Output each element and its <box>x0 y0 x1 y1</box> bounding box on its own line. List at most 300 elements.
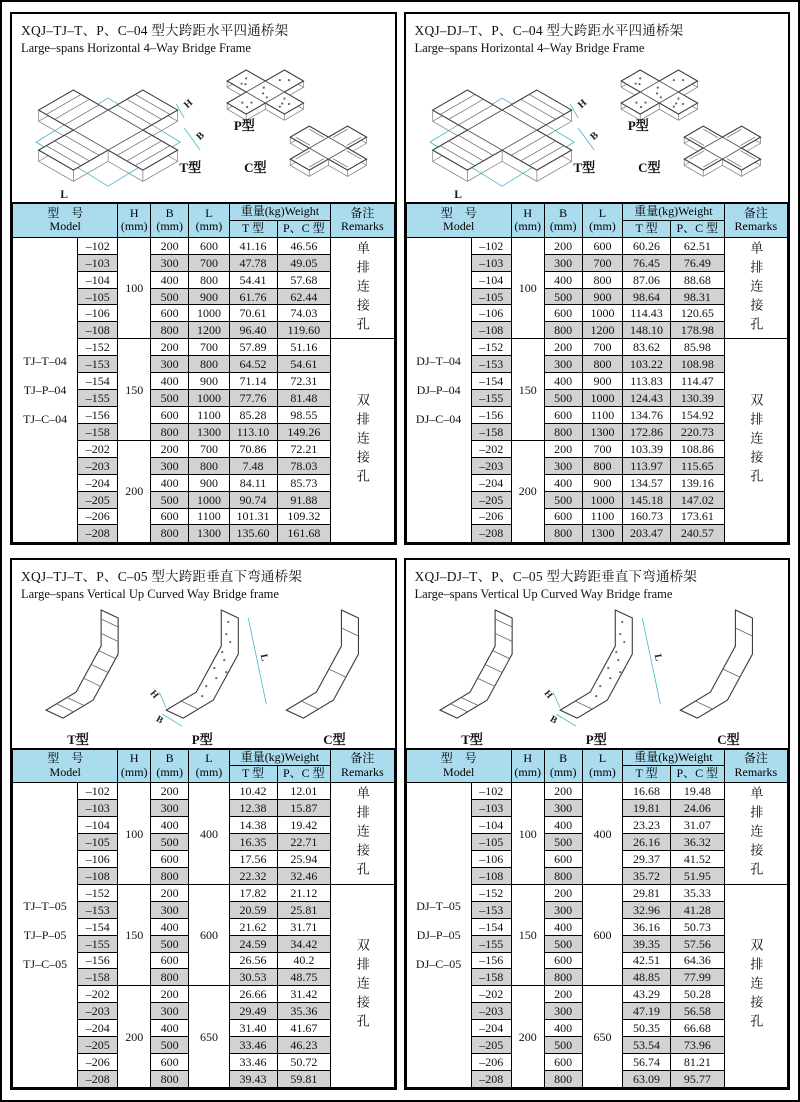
model-suffix-cell: –208 <box>78 1070 118 1087</box>
model-suffix-cell: –154 <box>78 373 118 390</box>
b-value-cell: 200 <box>151 986 189 1003</box>
table-row <box>13 783 395 800</box>
l-value-cell: 600 <box>189 884 229 986</box>
weight-t-cell: 70.61 <box>229 305 277 322</box>
weight-pc-cell: 114.47 <box>671 373 725 390</box>
perforation-dot <box>223 658 225 660</box>
weight-pc-cell: 56.58 <box>671 1003 725 1020</box>
weight-pc-cell: 54.61 <box>277 356 331 373</box>
tray-type-label: P型 <box>627 118 649 134</box>
model-suffix-cell: –154 <box>471 373 511 390</box>
perforation-dot <box>250 102 252 104</box>
model-name-cell <box>406 783 471 1088</box>
b-value-cell: 500 <box>151 834 189 851</box>
table-body <box>406 237 788 542</box>
weight-t-cell: 19.81 <box>623 800 671 817</box>
b-value-cell: 600 <box>544 1054 582 1071</box>
l-value-cell: 1100 <box>189 407 229 424</box>
model-suffix-cell: –108 <box>78 322 118 339</box>
model-suffix-cell: –204 <box>78 474 118 491</box>
weight-t-cell: 26.16 <box>623 834 671 851</box>
b-value-cell: 300 <box>151 457 189 474</box>
bend-tray-outline <box>46 610 118 718</box>
weight-t-cell: 70.86 <box>229 440 277 457</box>
table-head <box>406 203 788 237</box>
tray-type-label: C型 <box>716 731 740 747</box>
model-name: DJ–C–05 <box>415 957 462 972</box>
model-suffix-cell: –104 <box>471 271 511 288</box>
perforation-dot <box>675 102 677 104</box>
weight-pc-cell: 73.96 <box>671 1037 725 1054</box>
weight-pc-cell: 25.94 <box>277 850 331 867</box>
weight-t-cell: 135.60 <box>229 525 277 542</box>
b-value-cell: 300 <box>151 254 189 271</box>
weight-t-cell: 84.11 <box>229 474 277 491</box>
weight-t-cell: 145.18 <box>623 491 671 508</box>
drawing-svg <box>12 56 395 202</box>
weight-pc-cell: 77.99 <box>671 969 725 986</box>
weight-t-cell: 43.29 <box>623 986 671 1003</box>
weight-t-cell: 31.40 <box>229 1020 277 1037</box>
dimension-label: L <box>257 652 270 662</box>
technical-drawing <box>12 602 395 748</box>
l-value-cell: 1000 <box>189 390 229 407</box>
weight-pc-cell: 72.31 <box>277 373 331 390</box>
b-value-cell: 200 <box>544 339 582 356</box>
l-value-cell: 650 <box>189 986 229 1088</box>
weight-pc-cell: 41.52 <box>671 850 725 867</box>
b-value-cell: 400 <box>151 918 189 935</box>
weight-pc-cell: 85.73 <box>277 474 331 491</box>
perforation-dot <box>634 83 636 85</box>
weight-t-cell: 96.40 <box>229 322 277 339</box>
col-header-model <box>406 203 511 237</box>
dimension-label: L <box>651 652 664 662</box>
dimension-label: B <box>153 714 165 726</box>
model-suffix-cell: –152 <box>471 339 511 356</box>
perforation-dot <box>655 92 657 94</box>
model-suffix-cell: –106 <box>78 305 118 322</box>
weight-t-cell: 113.97 <box>623 457 671 474</box>
perforation-dot <box>263 87 265 89</box>
weight-t-cell: 30.53 <box>229 969 277 986</box>
perforation-dot <box>639 77 641 79</box>
model-suffix-cell: –155 <box>471 935 511 952</box>
weight-t-cell: 7.48 <box>229 457 277 474</box>
b-value-cell: 400 <box>544 474 582 491</box>
b-value-cell: 600 <box>544 508 582 525</box>
weight-pc-cell: 51.95 <box>671 867 725 884</box>
weight-t-cell: 77.76 <box>229 390 277 407</box>
l-value-cell: 1300 <box>189 525 229 542</box>
weight-pc-cell: 81.48 <box>277 390 331 407</box>
tray-type-label: C型 <box>323 731 346 747</box>
b-value-cell: 800 <box>151 322 189 339</box>
spec-table <box>12 202 395 542</box>
l-value-cell: 700 <box>189 440 229 457</box>
h-value-cell: 100 <box>511 237 544 339</box>
model-suffix-cell: –202 <box>471 986 511 1003</box>
col-header-remarks: 备注 Remarks <box>724 203 787 237</box>
weight-t-cell: 41.16 <box>229 237 277 254</box>
panel-title-zh: XQJ–DJ–T、P、C–04 型大跨距水平四通桥架 <box>414 23 684 38</box>
weight-t-cell: 113.83 <box>623 373 671 390</box>
perforation-dot <box>681 103 683 105</box>
weight-pc-cell: 149.26 <box>277 423 331 440</box>
model-suffix-cell: –203 <box>471 457 511 474</box>
model-suffix-cell: –203 <box>471 1003 511 1020</box>
b-value-cell: 500 <box>544 834 582 851</box>
perforation-dot <box>619 632 621 634</box>
perforation-dot <box>609 676 611 678</box>
panel-title <box>12 14 395 56</box>
perforation-dot <box>225 670 227 672</box>
drawing-svg <box>406 56 789 202</box>
weight-t-cell: 33.46 <box>229 1054 277 1071</box>
weight-t-cell: 26.56 <box>229 952 277 969</box>
l-value-cell: 600 <box>582 237 622 254</box>
l-value-cell: 900 <box>189 474 229 491</box>
perforation-dot <box>621 620 623 622</box>
weight-t-cell: 60.26 <box>623 237 671 254</box>
b-value-cell: 800 <box>151 525 189 542</box>
col-header-model <box>13 749 118 783</box>
weight-t-cell: 33.46 <box>229 1037 277 1054</box>
remarks-single-cell <box>724 783 787 885</box>
col-header-b: B (mm) <box>151 203 189 237</box>
weight-t-cell: 29.37 <box>623 850 671 867</box>
tray-type-label: C型 <box>244 160 267 176</box>
dimension-label: B <box>587 129 601 143</box>
perforation-dot <box>638 83 640 85</box>
l-value-cell: 1300 <box>582 525 622 542</box>
l-value-cell: 1200 <box>582 322 622 339</box>
model-suffix-cell: –153 <box>78 356 118 373</box>
b-value-cell: 800 <box>544 322 582 339</box>
panel-title-en: Large–spans Horizontal 4–Way Bridge Frame <box>21 41 251 55</box>
perforation-dot <box>677 98 679 100</box>
weight-t-cell: 71.14 <box>229 373 277 390</box>
weight-t-cell: 36.16 <box>623 918 671 935</box>
model-name: TJ–T–05 <box>23 899 67 914</box>
b-value-cell: 500 <box>151 935 189 952</box>
col-header-model-en: Model <box>49 764 81 779</box>
col-header-remarks: 备注 Remarks <box>331 203 394 237</box>
tray-type-label: T型 <box>572 160 595 176</box>
b-value-cell: 400 <box>151 271 189 288</box>
model-suffix-cell: –204 <box>471 474 511 491</box>
perforation-dot <box>599 685 601 687</box>
h-value-cell: 100 <box>118 783 151 885</box>
remarks-text: 双排连接孔 <box>354 938 370 1034</box>
l-value-cell: 650 <box>582 986 622 1088</box>
model-name: DJ–T–04 <box>416 353 461 368</box>
model-suffix-cell: –104 <box>78 817 118 834</box>
l-value-cell: 800 <box>189 356 229 373</box>
b-value-cell: 400 <box>544 271 582 288</box>
technical-drawing <box>406 602 789 748</box>
b-value-cell: 600 <box>151 1054 189 1071</box>
weight-pc-cell: 31.42 <box>277 986 331 1003</box>
model-suffix-cell: –108 <box>471 322 511 339</box>
perforation-dot <box>215 676 217 678</box>
model-suffix-cell: –106 <box>471 850 511 867</box>
col-header-model-en: Model <box>49 219 81 234</box>
l-value-cell: 600 <box>582 884 622 986</box>
remarks-double-cell <box>724 884 787 1087</box>
weight-pc-cell: 147.02 <box>671 491 725 508</box>
weight-t-cell: 42.51 <box>623 952 671 969</box>
model-suffix-cell: –108 <box>471 867 511 884</box>
model-suffix-cell: –102 <box>78 783 118 800</box>
model-suffix-cell: –158 <box>471 969 511 986</box>
weight-pc-cell: 62.51 <box>671 237 725 254</box>
col-header-l: L (mm) <box>189 203 229 237</box>
remarks-double-cell <box>724 339 787 542</box>
b-value-cell: 300 <box>544 1003 582 1020</box>
weight-pc-cell: 50.28 <box>671 986 725 1003</box>
weight-t-cell: 124.43 <box>623 390 671 407</box>
model-suffix-cell: –153 <box>471 356 511 373</box>
l-value-cell: 900 <box>582 373 622 390</box>
weight-pc-cell: 57.56 <box>671 935 725 952</box>
tray-type-label: T型 <box>460 731 483 747</box>
table-row <box>406 783 788 800</box>
perforation-dot <box>213 666 215 668</box>
perforation-dot <box>245 77 247 79</box>
model-name-cell <box>13 237 78 542</box>
model-suffix-cell: –158 <box>78 423 118 440</box>
table-row <box>13 237 395 254</box>
weight-t-cell: 32.96 <box>623 901 671 918</box>
l-value-cell: 900 <box>582 474 622 491</box>
model-suffix-cell: –153 <box>78 901 118 918</box>
model-name: DJ–P–05 <box>416 928 461 943</box>
weight-pc-cell: 51.16 <box>277 339 331 356</box>
col-header-model-en: Model <box>443 764 475 779</box>
model-name-cell <box>406 237 471 542</box>
model-suffix-cell: –102 <box>471 237 511 254</box>
weight-pc-cell: 98.55 <box>277 407 331 424</box>
weight-t-cell: 17.82 <box>229 884 277 901</box>
remarks-single-cell <box>331 783 394 885</box>
model-suffix-cell: –103 <box>471 800 511 817</box>
remarks-text: 双排连接孔 <box>748 392 764 488</box>
panel-title <box>406 14 789 56</box>
b-value-cell: 800 <box>151 867 189 884</box>
model-suffix-cell: –206 <box>471 1054 511 1071</box>
weight-pc-cell: 95.77 <box>671 1070 725 1087</box>
l-value-cell: 800 <box>189 271 229 288</box>
weight-pc-cell: 19.42 <box>277 817 331 834</box>
b-value-cell: 300 <box>544 800 582 817</box>
bend-tray-outline <box>560 610 632 718</box>
b-value-cell: 200 <box>151 884 189 901</box>
perforation-dot <box>288 103 290 105</box>
weight-pc-cell: 25.81 <box>277 901 331 918</box>
weight-t-cell: 24.59 <box>229 935 277 952</box>
model-suffix-cell: –154 <box>471 918 511 935</box>
weight-pc-cell: 109.32 <box>277 508 331 525</box>
model-suffix-cell: –156 <box>471 407 511 424</box>
weight-t-cell: 48.85 <box>623 969 671 986</box>
model-suffix-cell: –103 <box>78 800 118 817</box>
l-value-cell: 900 <box>189 373 229 390</box>
weight-t-cell: 101.31 <box>229 508 277 525</box>
b-value-cell: 400 <box>544 373 582 390</box>
panel-title <box>12 560 395 602</box>
weight-t-cell: 26.66 <box>229 986 277 1003</box>
b-value-cell: 500 <box>151 491 189 508</box>
b-value-cell: 500 <box>544 390 582 407</box>
model-suffix-cell: –105 <box>78 834 118 851</box>
technical-drawing <box>12 56 395 202</box>
weight-t-cell: 87.06 <box>623 271 671 288</box>
model-suffix-cell: –155 <box>471 390 511 407</box>
model-suffix-cell: –208 <box>471 525 511 542</box>
perforation-dot <box>617 658 619 660</box>
b-value-cell: 500 <box>544 935 582 952</box>
panel-title-zh: XQJ–TJ–T、P、C–04 型大跨距水平四通桥架 <box>21 23 289 38</box>
weight-pc-cell: 46.56 <box>277 237 331 254</box>
model-suffix-cell: –203 <box>78 1003 118 1020</box>
weight-pc-cell: 40.2 <box>277 952 331 969</box>
perforation-dot <box>244 83 246 85</box>
weight-t-cell: 57.89 <box>229 339 277 356</box>
l-value-cell: 700 <box>582 339 622 356</box>
weight-t-cell: 14.38 <box>229 817 277 834</box>
model-suffix-cell: –158 <box>78 969 118 986</box>
tray-type-label: P型 <box>191 731 213 747</box>
l-value-cell: 600 <box>189 237 229 254</box>
table-row <box>406 237 788 254</box>
weight-pc-cell: 31.07 <box>671 817 725 834</box>
weight-pc-cell: 15.87 <box>277 800 331 817</box>
col-header-l: L (mm) <box>189 749 229 783</box>
l-value-cell: 700 <box>189 254 229 271</box>
weight-pc-cell: 64.36 <box>671 952 725 969</box>
model-suffix-cell: –153 <box>471 901 511 918</box>
weight-t-cell: 35.72 <box>623 867 671 884</box>
b-value-cell: 200 <box>151 440 189 457</box>
tray-type-label: P型 <box>233 118 255 134</box>
col-header-l: L (mm) <box>582 203 622 237</box>
weight-pc-cell: 21.12 <box>277 884 331 901</box>
model-suffix-cell: –205 <box>471 491 511 508</box>
weight-t-cell: 21.62 <box>229 918 277 935</box>
col-header-h: H (mm) <box>118 749 151 783</box>
remarks-text: 单排连接孔 <box>748 240 764 336</box>
weight-pc-cell: 72.21 <box>277 440 331 457</box>
l-value-cell: 1000 <box>189 491 229 508</box>
b-value-cell: 500 <box>544 1037 582 1054</box>
col-header-model <box>406 749 511 783</box>
weight-pc-cell: 35.33 <box>671 884 725 901</box>
dimension-label: B <box>194 129 207 143</box>
weight-t-cell: 134.57 <box>623 474 671 491</box>
weight-pc-cell: 154.92 <box>671 407 725 424</box>
col-header-pc-type: P、C 型 <box>671 766 725 783</box>
model-suffix-cell: –202 <box>471 440 511 457</box>
perforation-dot <box>288 79 290 81</box>
l-value-cell: 700 <box>582 254 622 271</box>
panel-title-zh: XQJ–DJ–T、P、C–05 型大跨距垂直下弯通桥架 <box>414 568 698 584</box>
perforation-dot <box>672 79 674 81</box>
model-suffix-cell: –206 <box>471 508 511 525</box>
table-body <box>13 783 395 1088</box>
drawing-line <box>159 692 166 708</box>
weight-pc-cell: 41.67 <box>277 1020 331 1037</box>
weight-t-cell: 98.64 <box>623 288 671 305</box>
b-value-cell: 200 <box>151 783 189 800</box>
h-value-cell: 100 <box>118 237 151 339</box>
dimension-label: L <box>453 189 462 202</box>
drawing-line <box>248 618 266 704</box>
bend-tray-outline <box>286 610 358 718</box>
weight-pc-cell: 57.68 <box>277 271 331 288</box>
col-header-weight: 重量(kg)Weight <box>229 749 331 766</box>
model-name: TJ–T–04 <box>23 353 67 368</box>
b-value-cell: 300 <box>544 356 582 373</box>
weight-pc-cell: 35.36 <box>277 1003 331 1020</box>
weight-pc-cell: 119.60 <box>277 322 331 339</box>
b-value-cell: 500 <box>544 288 582 305</box>
remarks-single-cell <box>331 237 394 339</box>
b-value-cell: 400 <box>151 373 189 390</box>
weight-pc-cell: 22.71 <box>277 834 331 851</box>
model-suffix-cell: –202 <box>78 440 118 457</box>
col-header-pc-type: P、C 型 <box>277 220 331 237</box>
col-header-t-type: T 型 <box>229 766 277 783</box>
col-header-h: H (mm) <box>511 203 544 237</box>
weight-t-cell: 172.86 <box>623 423 671 440</box>
weight-pc-cell: 178.98 <box>671 322 725 339</box>
b-value-cell: 300 <box>151 800 189 817</box>
weight-pc-cell: 220.73 <box>671 423 725 440</box>
b-value-cell: 800 <box>544 969 582 986</box>
dimension-label: B <box>547 714 558 726</box>
col-header-h: H (mm) <box>511 749 544 783</box>
b-value-cell: 600 <box>151 850 189 867</box>
model-name-stack <box>407 355 471 425</box>
remarks-text: 单排连接孔 <box>354 786 370 882</box>
model-suffix-cell: –108 <box>78 867 118 884</box>
model-suffix-cell: –204 <box>471 1020 511 1037</box>
weight-t-cell: 29.81 <box>623 884 671 901</box>
h-value-cell: 150 <box>118 339 151 441</box>
remarks-single-cell <box>724 237 787 339</box>
perforation-dot <box>619 670 621 672</box>
weight-pc-cell: 78.03 <box>277 457 331 474</box>
col-header-b: B (mm) <box>544 749 582 783</box>
l-value-cell: 1300 <box>189 423 229 440</box>
weight-t-cell: 113.10 <box>229 423 277 440</box>
l-value-cell: 1100 <box>189 508 229 525</box>
col-header-weight: 重量(kg)Weight <box>623 749 725 766</box>
l-value-cell: 800 <box>582 271 622 288</box>
l-value-cell: 800 <box>582 356 622 373</box>
b-value-cell: 800 <box>151 1070 189 1087</box>
weight-t-cell: 103.22 <box>623 356 671 373</box>
table-body <box>13 237 395 542</box>
weight-pc-cell: 173.61 <box>671 508 725 525</box>
weight-t-cell: 56.74 <box>623 1054 671 1071</box>
l-value-cell: 900 <box>582 288 622 305</box>
b-value-cell: 600 <box>151 952 189 969</box>
tray-type-label: T型 <box>179 160 202 176</box>
model-name: DJ–P–04 <box>416 382 461 397</box>
l-value-cell: 700 <box>582 440 622 457</box>
